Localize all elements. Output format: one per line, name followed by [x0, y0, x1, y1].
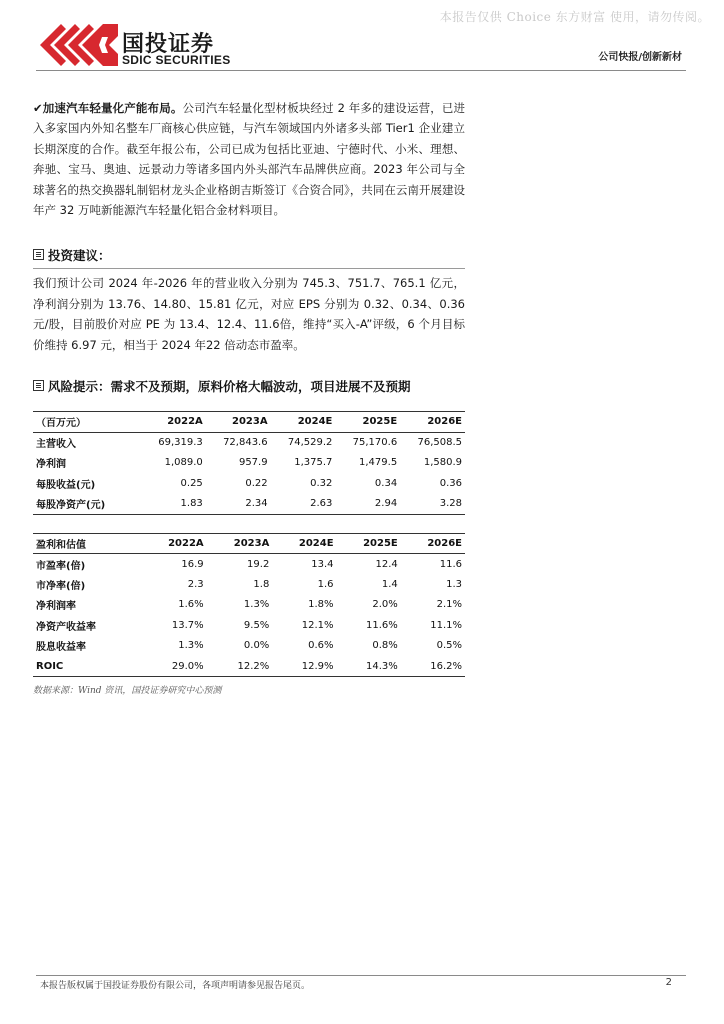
brand-name-en: SDIC SECURITIES	[122, 53, 231, 67]
risk-section-title	[33, 377, 465, 396]
investment-section-title	[33, 246, 465, 265]
table-cell: 0.22	[245, 477, 268, 489]
table-cell: 12.1%	[301, 619, 334, 631]
table-cell: 2.1%	[436, 599, 462, 611]
table-header-row	[33, 412, 465, 433]
table-cell: 0.34	[374, 477, 398, 489]
table-row	[33, 574, 465, 595]
watermark: 本报告仅供 Choice 东方财富 使用，请勿传阅。	[439, 10, 710, 24]
table-cell: 2.3	[187, 578, 204, 590]
table-row	[33, 656, 465, 677]
table-cell: 2.0%	[372, 599, 398, 611]
table-cell: 11.6%	[365, 619, 398, 631]
table-header-cell: 2026E	[400, 412, 465, 433]
table-cell: 0.25	[180, 477, 203, 489]
row-label: 主营收入	[36, 439, 76, 451]
section-bullet-icon	[33, 249, 44, 260]
table-cell: 1,479.5	[359, 457, 398, 469]
table-cell: 72,843.6	[223, 437, 268, 449]
table-cell: 74,529.2	[287, 437, 333, 449]
row-label: 每股收益(元)	[36, 479, 96, 491]
table-cell: 1.3%	[243, 599, 270, 611]
table-cell: 12.2%	[207, 656, 273, 677]
table-cell: 1.3	[446, 578, 462, 590]
table-cell: 19.2	[247, 558, 270, 570]
table-cell: 9.5%	[243, 619, 270, 631]
row-label: 市净率(倍)	[36, 580, 86, 592]
valuation-table	[33, 533, 465, 678]
row-label: 市盈率(倍)	[36, 560, 86, 572]
header-divider	[36, 70, 686, 71]
row-label: ROIC	[33, 656, 141, 677]
table-header-cell: 2023A	[207, 533, 273, 554]
table-cell: 16.2%	[401, 656, 465, 677]
table-cell: 1.4	[381, 578, 398, 590]
table-header-cell: 2025E	[337, 533, 401, 554]
page-number: 2	[665, 977, 672, 988]
table-cell: 1,089.0	[164, 457, 203, 469]
table-cell: 1.3%	[178, 640, 204, 652]
brand-name-cn: 国投证券	[122, 32, 215, 57]
table-cell: 0.6%	[308, 640, 334, 652]
table-cell: 3.28	[400, 494, 465, 515]
row-label: 净资产收益率	[36, 621, 96, 633]
intro-paragraph	[33, 98, 465, 220]
table-cell: 2.34	[206, 494, 271, 515]
table-cell: 0.0%	[243, 640, 270, 652]
investment-divider	[33, 268, 465, 269]
table-header-cell: 2026E	[401, 533, 465, 554]
table-row	[33, 636, 465, 657]
table-cell: 14.3%	[337, 656, 401, 677]
table-header-cell: （百万元）	[33, 412, 141, 433]
table-cell: 11.6	[439, 558, 462, 570]
footer-divider	[36, 975, 686, 976]
table-cell: 1.8	[253, 578, 270, 590]
brand-logo-mark	[40, 24, 118, 66]
table-row	[33, 494, 465, 515]
table-row	[33, 595, 465, 616]
table-cell: 0.5%	[436, 640, 462, 652]
table-cell: 1,580.9	[423, 457, 462, 469]
financial-summary-table	[33, 411, 465, 515]
row-label: 每股净资产(元)	[33, 494, 141, 515]
table-cell: 69,319.3	[158, 437, 203, 449]
table-cell: 12.4	[375, 558, 398, 570]
table-row	[33, 473, 465, 494]
intro-text: 公司汽车轻量化型材板块经过 2 年多的建设运营，已进入多家国内外知名整车厂商核心供应链，与汽车领域国内外诸多头部 Tier1 企业建立长期深度的合作。截至年报公布，公司已成为包括比亚迪、宁德时代、小米、理想、奔驰、宝马、奥迪、远景动力等诸多国内外头部汽车品牌供应商。2023 年公司与全球著名的热交换器轧制铝材龙头企业格朗吉斯签订《合资合同》，共同在云南开展建设年产 32 万吨新能源汽车轻量化铝合金材料项目。	[33, 101, 466, 218]
table-cell: 29.0%	[141, 656, 207, 677]
table-header-cell: 2022A	[141, 412, 206, 433]
table-header-row	[33, 533, 465, 554]
table-header-cell: 2022A	[141, 533, 207, 554]
investment-title: 投资建议：	[48, 248, 111, 264]
data-source-note: 数据来源：Wind 资讯，国投证券研究中心预测	[33, 686, 222, 697]
table-cell: 1.8%	[308, 599, 334, 611]
table-header-cell: 2025E	[335, 412, 400, 433]
table-cell: 2.63	[271, 494, 336, 515]
table-cell: 13.7%	[171, 619, 204, 631]
table-header-cell: 2023A	[206, 412, 271, 433]
table-cell: 75,170.6	[352, 437, 398, 449]
row-label: 净利润	[36, 459, 66, 471]
table-cell: 76,508.5	[417, 437, 462, 449]
table-row	[33, 615, 465, 636]
row-label: 净利润率	[36, 601, 76, 613]
brand-logo	[40, 24, 240, 68]
table-header-cell: 2024E	[271, 412, 336, 433]
table-cell: 0.36	[439, 477, 462, 489]
table-row	[33, 432, 465, 453]
row-label: 股息收益率	[36, 642, 86, 654]
table-cell: 13.4	[311, 558, 334, 570]
investment-paragraph: 我们预计公司 2024 年-2026 年的营业收入分别为 745.3、751.7、765.1 亿元，净利润分别为 13.76、14.80、15.81 亿元，对应 EPS 分别为 0.32、0.34、0.36 元/股，目前股价对应 PE 为 13.4、12.4、11.6倍，维持“买入-A”评级，6 个月目标价维持 6.97 元，相当于 2024 年22 倍动态市盈率。	[33, 276, 465, 352]
copyright-footer: 本报告版权属于国投证券股份有限公司，各项声明请参见报告尾页。	[40, 981, 311, 991]
table-cell: 16.9	[181, 558, 204, 570]
table-row	[33, 453, 465, 474]
risk-title: 风险提示：需求不及预期，原料价格大幅波动，项目进展不及预期	[48, 379, 411, 395]
table-cell: 11.1%	[430, 619, 462, 631]
main-content	[33, 98, 465, 696]
table-header-cell: 2024E	[272, 533, 336, 554]
table-cell: 0.8%	[372, 640, 398, 652]
table-cell: 1.83	[141, 494, 206, 515]
table-row	[33, 554, 465, 575]
table-cell: 1,375.7	[294, 457, 333, 469]
table-cell: 0.32	[310, 477, 333, 489]
table-cell: 1.6	[317, 578, 334, 590]
table-header-cell: 盈利和估值	[33, 533, 141, 554]
table-cell: 12.9%	[272, 656, 336, 677]
table-cell: 1.6%	[178, 599, 204, 611]
intro-lead: ✔加速汽车轻量化产能布局。	[33, 101, 183, 115]
table-cell: 957.9	[238, 457, 268, 469]
section-bullet-icon	[33, 380, 44, 391]
report-type: 公司快报/创新新材	[598, 52, 682, 63]
table-cell: 2.94	[335, 494, 400, 515]
